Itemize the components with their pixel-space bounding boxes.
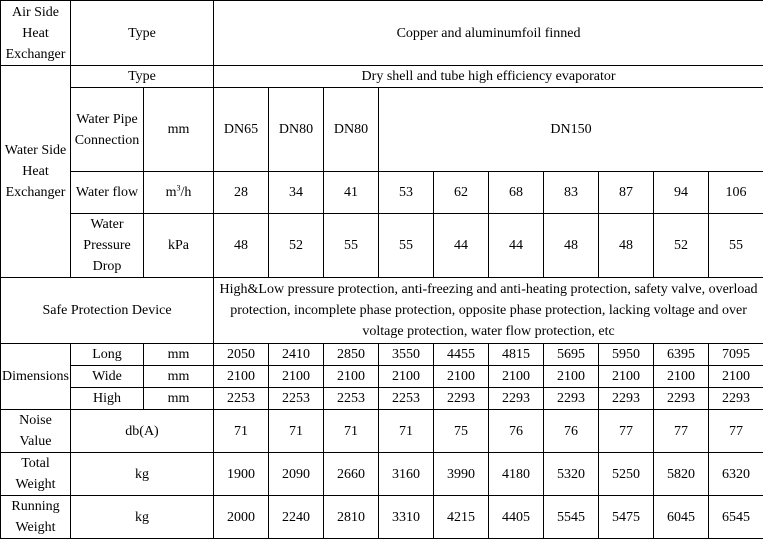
running-weight-value: 2240 (269, 496, 324, 539)
running-weight-value: 2000 (214, 496, 269, 539)
noise-value: 76 (544, 410, 599, 453)
water-pressure-value: 52 (654, 214, 709, 278)
noise-value: 75 (434, 410, 489, 453)
dimension-long-unit: mm (144, 344, 214, 366)
dimension-wide-value: 2100 (269, 366, 324, 388)
dimension-high-value: 2253 (214, 388, 269, 410)
running-weight-unit: kg (71, 496, 214, 539)
water-flow-value: 106 (709, 172, 763, 214)
noise-value: 77 (654, 410, 709, 453)
dimension-long-value: 2850 (324, 344, 379, 366)
noise-value: 76 (489, 410, 544, 453)
dimension-wide-value: 2100 (379, 366, 434, 388)
dimension-wide-value: 2100 (654, 366, 709, 388)
water-pressure-value: 48 (544, 214, 599, 278)
total-weight-value: 5820 (654, 453, 709, 496)
total-weight-value: 6320 (709, 453, 763, 496)
water-pressure-unit: kPa (144, 214, 214, 278)
air-side-section-label: Air Side Heat Exchanger (1, 1, 71, 66)
water-flow-value: 94 (654, 172, 709, 214)
water-pipe-row (1, 88, 763, 172)
protection-label: Safe Protection Device (1, 278, 214, 344)
dimension-wide-value: 2100 (544, 366, 599, 388)
water-pipe-unit: mm (144, 88, 214, 172)
water-flow-value: 53 (379, 172, 434, 214)
dimension-long-value: 3550 (379, 344, 434, 366)
total-weight-value: 5250 (599, 453, 654, 496)
dimension-long-label: Long (71, 344, 144, 366)
dimension-high-unit: mm (144, 388, 214, 410)
dimension-long-value: 5950 (599, 344, 654, 366)
total-weight-value: 3990 (434, 453, 489, 496)
air-side-row (1, 1, 763, 66)
running-weight-value: 6045 (654, 496, 709, 539)
air-side-type-label: Type (71, 1, 214, 66)
dimension-high-value: 2293 (709, 388, 763, 410)
noise-value: 71 (269, 410, 324, 453)
noise-value: 77 (599, 410, 654, 453)
water-pressure-value: 44 (489, 214, 544, 278)
water-flow-value: 87 (599, 172, 654, 214)
noise-value: 71 (379, 410, 434, 453)
water-side-type-label: Type (71, 66, 214, 88)
water-flow-value: 83 (544, 172, 599, 214)
water-pressure-value: 55 (324, 214, 379, 278)
water-pressure-value: 48 (599, 214, 654, 278)
running-weight-row (1, 496, 763, 539)
dimension-long-value: 4815 (489, 344, 544, 366)
dimension-wide-value: 2100 (214, 366, 269, 388)
dimension-wide-value: 2100 (709, 366, 763, 388)
running-weight-value: 4215 (434, 496, 489, 539)
dimension-long-value: 6395 (654, 344, 709, 366)
water-flow-row (1, 172, 763, 214)
total-weight-row (1, 453, 763, 496)
total-weight-value: 2660 (324, 453, 379, 496)
water-pressure-row (1, 214, 763, 278)
water-side-section-label: Water Side Heat Exchanger (1, 66, 71, 278)
running-weight-value: 3310 (379, 496, 434, 539)
dimension-high-value: 2293 (654, 388, 709, 410)
dimension-wide-value: 2100 (324, 366, 379, 388)
dimension-wide-value: 2100 (599, 366, 654, 388)
dimension-long-value: 4455 (434, 344, 489, 366)
running-weight-value: 2810 (324, 496, 379, 539)
running-weight-value: 5475 (599, 496, 654, 539)
total-weight-value: 3160 (379, 453, 434, 496)
total-weight-value: 4180 (489, 453, 544, 496)
water-pressure-value: 44 (434, 214, 489, 278)
total-weight-unit: kg (71, 453, 214, 496)
dimension-long-value: 5695 (544, 344, 599, 366)
dimension-high-value: 2253 (269, 388, 324, 410)
dimensions-label: Dimensions (1, 344, 71, 410)
water-flow-value: 62 (434, 172, 489, 214)
water-pipe-value: DN80 (269, 88, 324, 172)
protection-value: High&Low pressure protection, anti-freezing and anti-heating protection, safety valve, overload protection, incomplete phase protection, opposite phase protection, lacking voltage and over voltage protection, water flow protection, etc (214, 278, 763, 344)
dimension-high-value: 2293 (599, 388, 654, 410)
water-flow-value: 41 (324, 172, 379, 214)
water-flow-label: Water flow (71, 172, 144, 214)
noise-unit: db(A) (71, 410, 214, 453)
dimension-wide-value: 2100 (489, 366, 544, 388)
dimension-high-label: High (71, 388, 144, 410)
noise-value: 71 (214, 410, 269, 453)
dimension-high-value: 2293 (544, 388, 599, 410)
dimension-high-value: 2293 (434, 388, 489, 410)
water-pressure-value: 48 (214, 214, 269, 278)
air-side-type-value: Copper and aluminumfoil finned (214, 1, 763, 66)
water-pressure-value: 55 (379, 214, 434, 278)
dimension-long-value: 7095 (709, 344, 763, 366)
dimension-high-value: 2253 (324, 388, 379, 410)
water-pressure-value: 55 (709, 214, 763, 278)
water-side-type-row (1, 66, 763, 88)
dimension-wide-label: Wide (71, 366, 144, 388)
dimension-high-value: 2293 (489, 388, 544, 410)
running-weight-value: 6545 (709, 496, 763, 539)
noise-value: 71 (324, 410, 379, 453)
noise-row (1, 410, 763, 453)
water-pipe-value: DN150 (379, 88, 763, 172)
dimension-long-value: 2050 (214, 344, 269, 366)
water-pressure-value: 52 (269, 214, 324, 278)
water-flow-value: 34 (269, 172, 324, 214)
dimension-long-value: 2410 (269, 344, 324, 366)
dimension-high-value: 2253 (379, 388, 434, 410)
noise-label: Noise Value (1, 410, 71, 453)
running-weight-value: 4405 (489, 496, 544, 539)
water-pipe-label: Water Pipe Connection (71, 88, 144, 172)
water-side-type-value: Dry shell and tube high efficiency evaporator (214, 66, 763, 88)
water-flow-value: 68 (489, 172, 544, 214)
protection-row (1, 278, 763, 344)
water-pipe-value: DN65 (214, 88, 269, 172)
noise-value: 77 (709, 410, 763, 453)
dimension-long-row (1, 344, 763, 366)
total-weight-value: 5320 (544, 453, 599, 496)
water-flow-unit: $m^3/h$ (144, 172, 214, 214)
water-pressure-label: Water Pressure Drop (71, 214, 144, 278)
total-weight-value: 2090 (269, 453, 324, 496)
water-pipe-value: DN80 (324, 88, 379, 172)
total-weight-label: Total Weight (1, 453, 71, 496)
running-weight-label: Running Weight (1, 496, 71, 539)
dimension-wide-value: 2100 (434, 366, 489, 388)
running-weight-value: 5545 (544, 496, 599, 539)
dimension-high-row (1, 388, 763, 410)
dimension-wide-row (1, 366, 763, 388)
total-weight-value: 1900 (214, 453, 269, 496)
dimension-wide-unit: mm (144, 366, 214, 388)
water-flow-value: 28 (214, 172, 269, 214)
